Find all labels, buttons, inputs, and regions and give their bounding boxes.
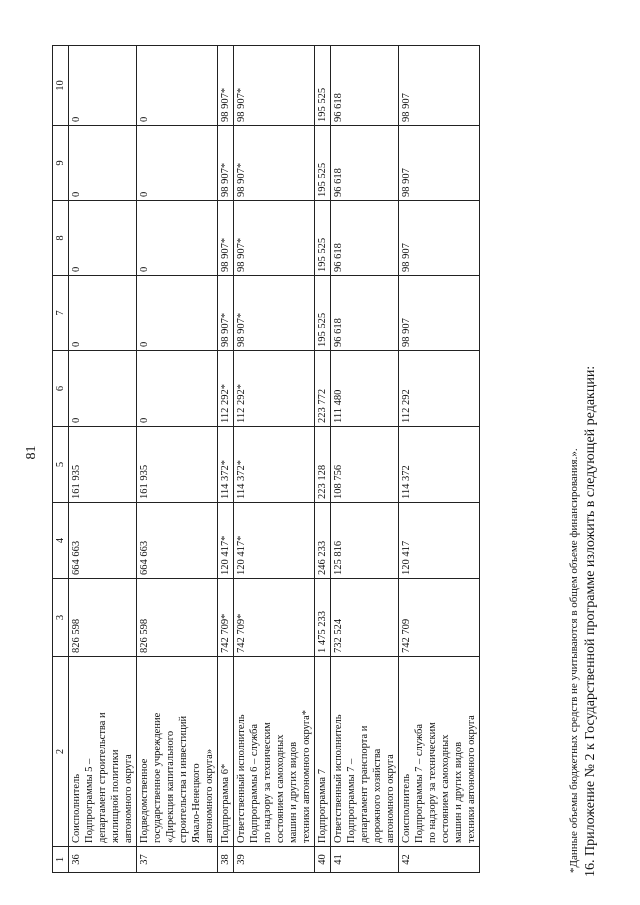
value-line: 161 935 xyxy=(71,464,82,499)
value-line: 98 907* xyxy=(220,312,231,347)
row-name-line: департамент транспорта и xyxy=(359,725,370,843)
row-name-line: Соисполнитель xyxy=(71,773,82,843)
value-cell xyxy=(315,351,331,427)
value-cell xyxy=(69,579,137,657)
value-line: 98 907* xyxy=(236,312,247,347)
value-line: 112 292* xyxy=(220,384,231,423)
value-line: 0 xyxy=(139,116,150,122)
row-name-line: Ответственный исполнитель xyxy=(333,714,344,843)
value-cell xyxy=(218,46,234,126)
row-name xyxy=(331,657,399,847)
value-line: 195 525 xyxy=(317,87,328,122)
value-cell xyxy=(137,276,218,351)
value-cell xyxy=(315,503,331,579)
row-name xyxy=(315,657,331,847)
value-cell xyxy=(137,579,218,657)
column-header: 3 xyxy=(53,579,69,657)
value-line: 223 772 xyxy=(317,388,328,423)
table-row xyxy=(218,46,234,873)
value-line: 98 907 xyxy=(401,318,412,347)
value-line: 98 907 xyxy=(401,168,412,197)
column-header: 10 xyxy=(53,46,69,126)
value-line: 125 816 xyxy=(333,540,344,575)
value-cell xyxy=(315,427,331,503)
value-cell xyxy=(69,276,137,351)
value-line: 96 618 xyxy=(333,168,344,197)
table-row xyxy=(331,46,399,873)
value-cell xyxy=(399,126,480,201)
value-line: 223 128 xyxy=(317,464,328,499)
row-name-line: автономного округа xyxy=(385,754,396,843)
value-cell xyxy=(399,579,480,657)
column-header: 7 xyxy=(53,276,69,351)
value-cell xyxy=(331,126,399,201)
value-line: 98 907* xyxy=(220,162,231,197)
value-line: 0 xyxy=(71,341,82,347)
value-line: 195 525 xyxy=(317,162,328,197)
row-number: 42 xyxy=(399,847,480,873)
value-line: 98 907 xyxy=(401,243,412,272)
value-line: 114 372 xyxy=(401,465,412,499)
value-cell xyxy=(315,46,331,126)
value-line: 664 663 xyxy=(139,540,150,575)
row-name xyxy=(69,657,137,847)
row-name-line: состоянием самоходных xyxy=(440,734,451,843)
row-name-line: машин и других видов xyxy=(288,741,299,843)
value-cell xyxy=(331,46,399,126)
budget-table xyxy=(52,45,480,873)
value-cell xyxy=(315,579,331,657)
value-line: 112 292 xyxy=(401,389,412,423)
value-line: 664 663 xyxy=(71,540,82,575)
row-name-line: департамент строительства и xyxy=(97,712,108,843)
value-cell xyxy=(399,351,480,427)
footnote: *Данные объемы бюджетных средств не учитываются в общем объеме финансирования.». xyxy=(568,448,580,873)
value-cell xyxy=(399,427,480,503)
row-name-line: жилищной политики xyxy=(110,749,121,843)
value-cell xyxy=(218,579,234,657)
value-cell xyxy=(234,351,315,427)
row-name-line: техники автономного округа* xyxy=(301,709,312,843)
value-cell xyxy=(315,276,331,351)
value-cell xyxy=(137,427,218,503)
value-cell xyxy=(218,276,234,351)
row-name-line: дорожного хозяйства xyxy=(372,748,383,843)
value-cell xyxy=(137,126,218,201)
value-cell xyxy=(399,201,480,276)
row-name xyxy=(399,657,480,847)
row-name-line: автономного округа xyxy=(123,754,134,843)
value-line: 98 907* xyxy=(236,162,247,197)
value-cell xyxy=(331,201,399,276)
value-cell xyxy=(137,201,218,276)
row-name-line: Подпрограммы 7 – служба xyxy=(414,723,425,843)
value-line: 111 480 xyxy=(333,389,344,423)
row-name-line: машин и других видов xyxy=(453,741,464,843)
value-line: 98 907* xyxy=(236,237,247,272)
table-row xyxy=(315,46,331,873)
value-cell xyxy=(331,351,399,427)
value-cell xyxy=(234,46,315,126)
value-cell xyxy=(331,276,399,351)
value-line: 195 525 xyxy=(317,237,328,272)
row-name-line: государственное учреждение xyxy=(152,712,163,843)
value-cell xyxy=(234,201,315,276)
value-cell xyxy=(399,46,480,126)
value-cell xyxy=(315,126,331,201)
value-cell xyxy=(137,46,218,126)
value-cell xyxy=(234,579,315,657)
value-cell xyxy=(234,126,315,201)
row-number: 37 xyxy=(137,847,218,873)
value-line: 0 xyxy=(139,341,150,347)
value-line: 98 907 xyxy=(401,93,412,122)
column-header: 4 xyxy=(53,503,69,579)
value-line: 826 598 xyxy=(139,618,150,653)
row-number: 36 xyxy=(69,847,137,873)
value-cell xyxy=(69,46,137,126)
value-cell xyxy=(331,579,399,657)
value-cell xyxy=(69,351,137,427)
column-header: 9 xyxy=(53,126,69,201)
value-line: 1 475 233 xyxy=(317,611,328,653)
value-line: 96 618 xyxy=(333,318,344,347)
value-cell xyxy=(218,201,234,276)
value-line: 114 372* xyxy=(220,460,231,499)
row-name-line: Соисполнитель xyxy=(401,773,412,843)
value-line: 0 xyxy=(139,266,150,272)
table-row xyxy=(399,46,480,873)
table-row xyxy=(234,46,315,873)
value-line: 120 417* xyxy=(236,535,247,575)
value-cell xyxy=(218,126,234,201)
value-line: 120 417* xyxy=(220,535,231,575)
value-line: 98 907* xyxy=(220,237,231,272)
value-line: 246 233 xyxy=(317,540,328,575)
row-name-line: Подведомственное xyxy=(139,758,150,843)
value-cell xyxy=(234,276,315,351)
value-cell xyxy=(218,503,234,579)
value-line: 0 xyxy=(139,417,150,423)
row-name xyxy=(137,657,218,847)
value-cell xyxy=(218,427,234,503)
page-number: 81 xyxy=(24,445,39,460)
amendment-paragraph: 16. Приложение № 2 к Государственной программе изложить в следующей редакции: xyxy=(583,365,598,877)
row-number: 41 xyxy=(331,847,399,873)
value-cell xyxy=(69,427,137,503)
row-name-line: Подпрограмма 6* xyxy=(220,763,231,843)
value-cell xyxy=(137,351,218,427)
row-number: 40 xyxy=(315,847,331,873)
value-line: 98 907* xyxy=(220,87,231,122)
value-cell xyxy=(69,126,137,201)
row-name-line: Ответственный исполнитель xyxy=(236,714,247,843)
value-cell xyxy=(399,503,480,579)
row-name-line: Подпрограммы 7 – xyxy=(346,758,357,843)
value-cell xyxy=(137,503,218,579)
value-cell xyxy=(234,503,315,579)
value-line: 108 756 xyxy=(333,464,344,499)
row-name-line: Подпрограмма 7 xyxy=(317,769,328,843)
value-cell xyxy=(69,503,137,579)
table-row xyxy=(137,46,218,873)
row-name-line: строительства и инвестиций xyxy=(178,715,189,843)
row-number: 38 xyxy=(218,847,234,873)
value-cell xyxy=(331,427,399,503)
value-line: 826 598 xyxy=(71,618,82,653)
value-cell xyxy=(331,503,399,579)
row-name-line: автономного округа» xyxy=(204,748,215,843)
value-line: 742 709* xyxy=(220,613,231,653)
value-cell xyxy=(69,201,137,276)
value-line: 0 xyxy=(71,191,82,197)
value-cell xyxy=(315,201,331,276)
value-line: 120 417 xyxy=(401,540,412,575)
column-header: 1 xyxy=(53,847,69,873)
column-header: 2 xyxy=(53,657,69,847)
value-line: 161 935 xyxy=(139,464,150,499)
column-header: 6 xyxy=(53,351,69,427)
value-line: 112 292* xyxy=(236,384,247,423)
row-name-line: по надзору за техническим xyxy=(262,722,273,843)
row-name-line: по надзору за техническим xyxy=(427,722,438,843)
value-line: 0 xyxy=(139,191,150,197)
value-line: 98 907* xyxy=(236,87,247,122)
value-cell xyxy=(218,351,234,427)
value-line: 732 524 xyxy=(333,618,344,653)
value-cell xyxy=(234,427,315,503)
column-header: 8 xyxy=(53,201,69,276)
value-line: 742 709* xyxy=(236,613,247,653)
value-line: 96 618 xyxy=(333,243,344,272)
value-cell xyxy=(399,276,480,351)
table-header-row xyxy=(53,46,69,873)
value-line: 114 372* xyxy=(236,460,247,499)
row-number: 39 xyxy=(234,847,315,873)
value-line: 0 xyxy=(71,417,82,423)
value-line: 742 709 xyxy=(401,618,412,653)
row-name-line: «Дирекция капитального xyxy=(165,730,176,843)
row-name xyxy=(234,657,315,847)
row-name xyxy=(218,657,234,847)
value-line: 0 xyxy=(71,116,82,122)
value-line: 0 xyxy=(71,266,82,272)
row-name-line: Подпрограммы 6 – служба xyxy=(249,723,260,843)
column-header: 5 xyxy=(53,427,69,503)
value-line: 96 618 xyxy=(333,93,344,122)
row-name-line: Подпрограммы 5 – xyxy=(84,758,95,843)
value-line: 195 525 xyxy=(317,312,328,347)
row-name-line: техники автономного округа xyxy=(466,715,477,843)
table-row xyxy=(69,46,137,873)
row-name-line: состоянием самоходных xyxy=(275,734,286,843)
row-name-line: Ямало-Ненецкого xyxy=(191,763,202,843)
